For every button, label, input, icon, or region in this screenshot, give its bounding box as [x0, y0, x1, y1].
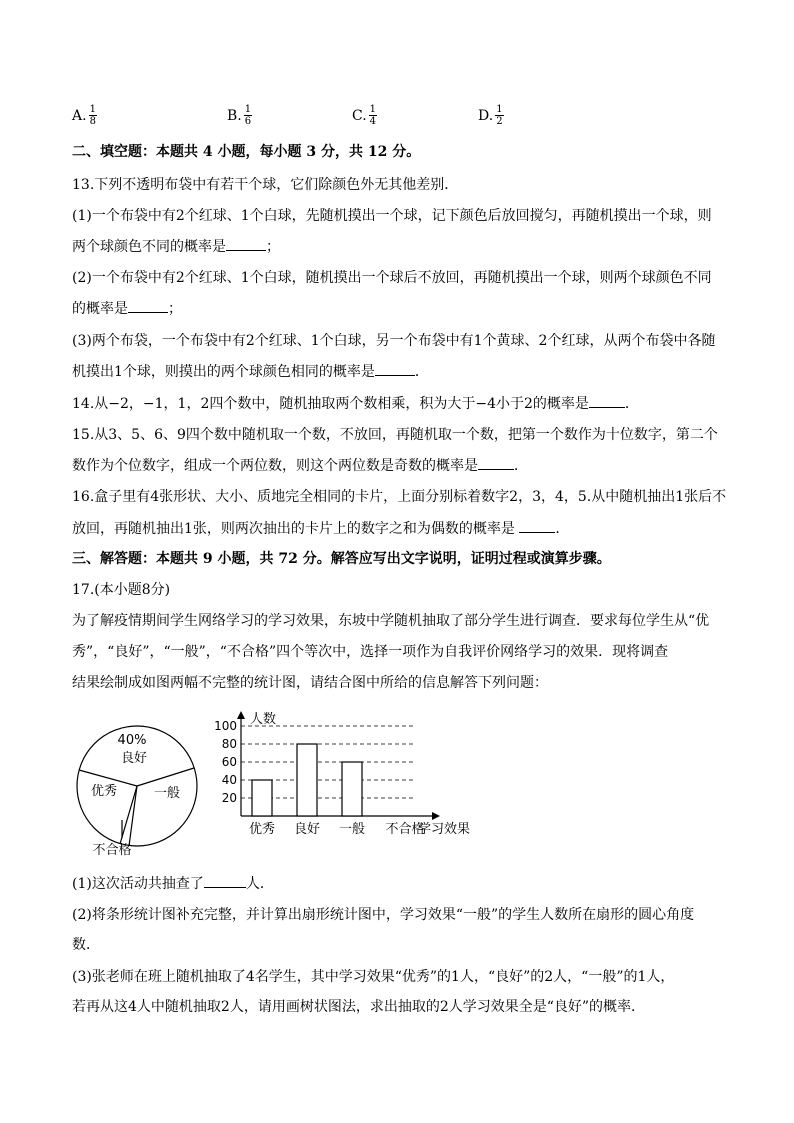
- option-letter: B.: [227, 107, 242, 124]
- q13-stem: 13.下列不透明布袋中有若干个球，它们除颜色外无其他差别．: [72, 177, 459, 193]
- q17-sub2-line2: 数．: [72, 937, 100, 953]
- option-d: [478, 104, 504, 127]
- x-category-label: 良好: [293, 822, 321, 837]
- y-tick-label: 60: [221, 755, 237, 769]
- x-axis-arrow: [432, 812, 440, 820]
- q14: 14.从−2，−1，1，2四个数中，随机抽取两个数相乘，积为大于−4小于2的概率是 ．: [72, 393, 639, 414]
- answer-blank[interactable]: [519, 518, 555, 533]
- pie-label-fail: 不合格: [92, 843, 132, 858]
- bar: [342, 762, 362, 816]
- answer-blank[interactable]: [478, 455, 514, 470]
- q13-part3-line2: 机摸出1个球，则摸出的两个球颜色相同的概率是 ．: [72, 361, 429, 382]
- pie-label-average: 一般: [153, 786, 181, 801]
- x-axis-label: 学习效果: [418, 822, 471, 837]
- q13-part3-line1: (3)两个布袋，一个布袋中有2个红球、1个白球，另一个布袋中有1个黄球、2个红球，从两个布袋中各随: [72, 333, 716, 349]
- q17-intro-line1: 为了解疫情期间学生网络学习的学习效果，东坡中学随机抽取了部分学生进行调查．要求每位学生从“优: [72, 613, 710, 629]
- q16-line1: 16.盒子里有4张形状、大小、质地完全相同的卡片，上面分别标着数字2，3，4，5.从中随机抽出1张后不: [72, 489, 727, 505]
- bar: [252, 780, 272, 816]
- answer-blank[interactable]: [375, 361, 415, 376]
- pie-label-good: 良好: [120, 751, 148, 766]
- fraction: $\frac{1}{6}$: [244, 104, 252, 127]
- q16-line2: 放回，再随机抽出1张，则两次抽出的卡片上的数字之和为偶数的概率是 ．: [72, 518, 569, 539]
- option-letter: A.: [72, 107, 87, 124]
- q15-line2: 数作为个位数字，组成一个两位数，则这个两位数是奇数的概率是 ．: [72, 455, 528, 476]
- option-a: [72, 104, 97, 127]
- answer-blank[interactable]: [589, 393, 625, 408]
- q17-sub1: (1)这次活动共抽查了 人．: [72, 873, 274, 894]
- pie-label-excellent: 优秀: [90, 784, 118, 799]
- q17-sub3-line2: 若再从这4人中随机抽取2人，请用画树状图法，求出抽取的2人学习效果全是“良好”的概率．: [72, 999, 646, 1015]
- y-tick-label: 20: [221, 791, 237, 805]
- y-tick-label: 80: [221, 737, 237, 751]
- y-tick-label: 40: [221, 773, 237, 787]
- q13-part2-line2: 的概率是 ；: [72, 298, 182, 319]
- x-category-label: 不合格: [385, 822, 425, 837]
- answer-blank[interactable]: [226, 236, 266, 251]
- pie-chart: [70, 718, 210, 863]
- q13-part2-line1: (2)一个布袋中有2个红球、1个白球，随机摸出一个球后不放回，再随机摸出一个球，则两个球颜色不同: [72, 270, 712, 286]
- answer-blank[interactable]: [128, 298, 168, 313]
- y-tick-label: 100: [214, 719, 237, 733]
- q17-header: 17.(本小题8分): [72, 582, 171, 598]
- q13-part1-line2: 两个球颜色不同的概率是 ；: [72, 236, 280, 257]
- option-c: [352, 104, 377, 127]
- x-category-label: 一般: [338, 822, 366, 837]
- q17-sub3-line1: (3)张老师在班上随机抽取了4名学生，其中学习效果“优秀”的1人，“良好”的2人，“一般”的1人，: [72, 969, 675, 985]
- q17-intro-line3: 结果绘制成如图两幅不完整的统计图，请结合图中所给的信息解答下列问题：: [72, 675, 548, 691]
- section-heading-fill-in: 二、填空题：本题共 4 小题，每小题 3 分，共 12 分。: [72, 144, 421, 160]
- y-axis-label: 人数: [250, 712, 277, 727]
- pie-label-good-pct: 40%: [117, 733, 147, 748]
- option-letter: C.: [352, 107, 367, 124]
- option-letter: D.: [478, 107, 494, 124]
- bar-chart: [210, 705, 490, 845]
- q15-line1: 15.从3、5、6、9四个数中随机取一个数，不放回，再随机取一个数，把第一个数作为十位数字，第二个: [72, 427, 718, 443]
- x-category-label: 优秀: [248, 822, 276, 837]
- fraction: $\frac{1}{2}$: [496, 104, 503, 127]
- fraction: $\frac{1}{8}$: [89, 104, 96, 127]
- q17-intro-line2: 秀”，“良好”，“一般”，“不合格”四个等次中，选择一项作为自我评价网络学习的效果．现将调查: [72, 644, 669, 660]
- option-b: [227, 104, 252, 127]
- y-axis-arrow: [237, 711, 245, 719]
- q17-sub2-line1: (2)将条形统计图补充完整，并计算出扇形统计图中，学习效果“一般”的学生人数所在扇形的圆心角度: [72, 907, 695, 923]
- q13-part1-line1: (1)一个布袋中有2个红球、1个白球，先随机摸出一个球，记下颜色后放回搅匀，再随机摸出一个球，则: [72, 208, 712, 224]
- answer-blank[interactable]: [204, 873, 246, 888]
- section-heading-solutions: 三、解答题：本题共 9 小题，共 72 分。解答应写出文字说明，证明过程或演算步骤。: [72, 551, 611, 567]
- fraction: $\frac{1}{4}$: [369, 104, 377, 127]
- bar: [297, 744, 317, 816]
